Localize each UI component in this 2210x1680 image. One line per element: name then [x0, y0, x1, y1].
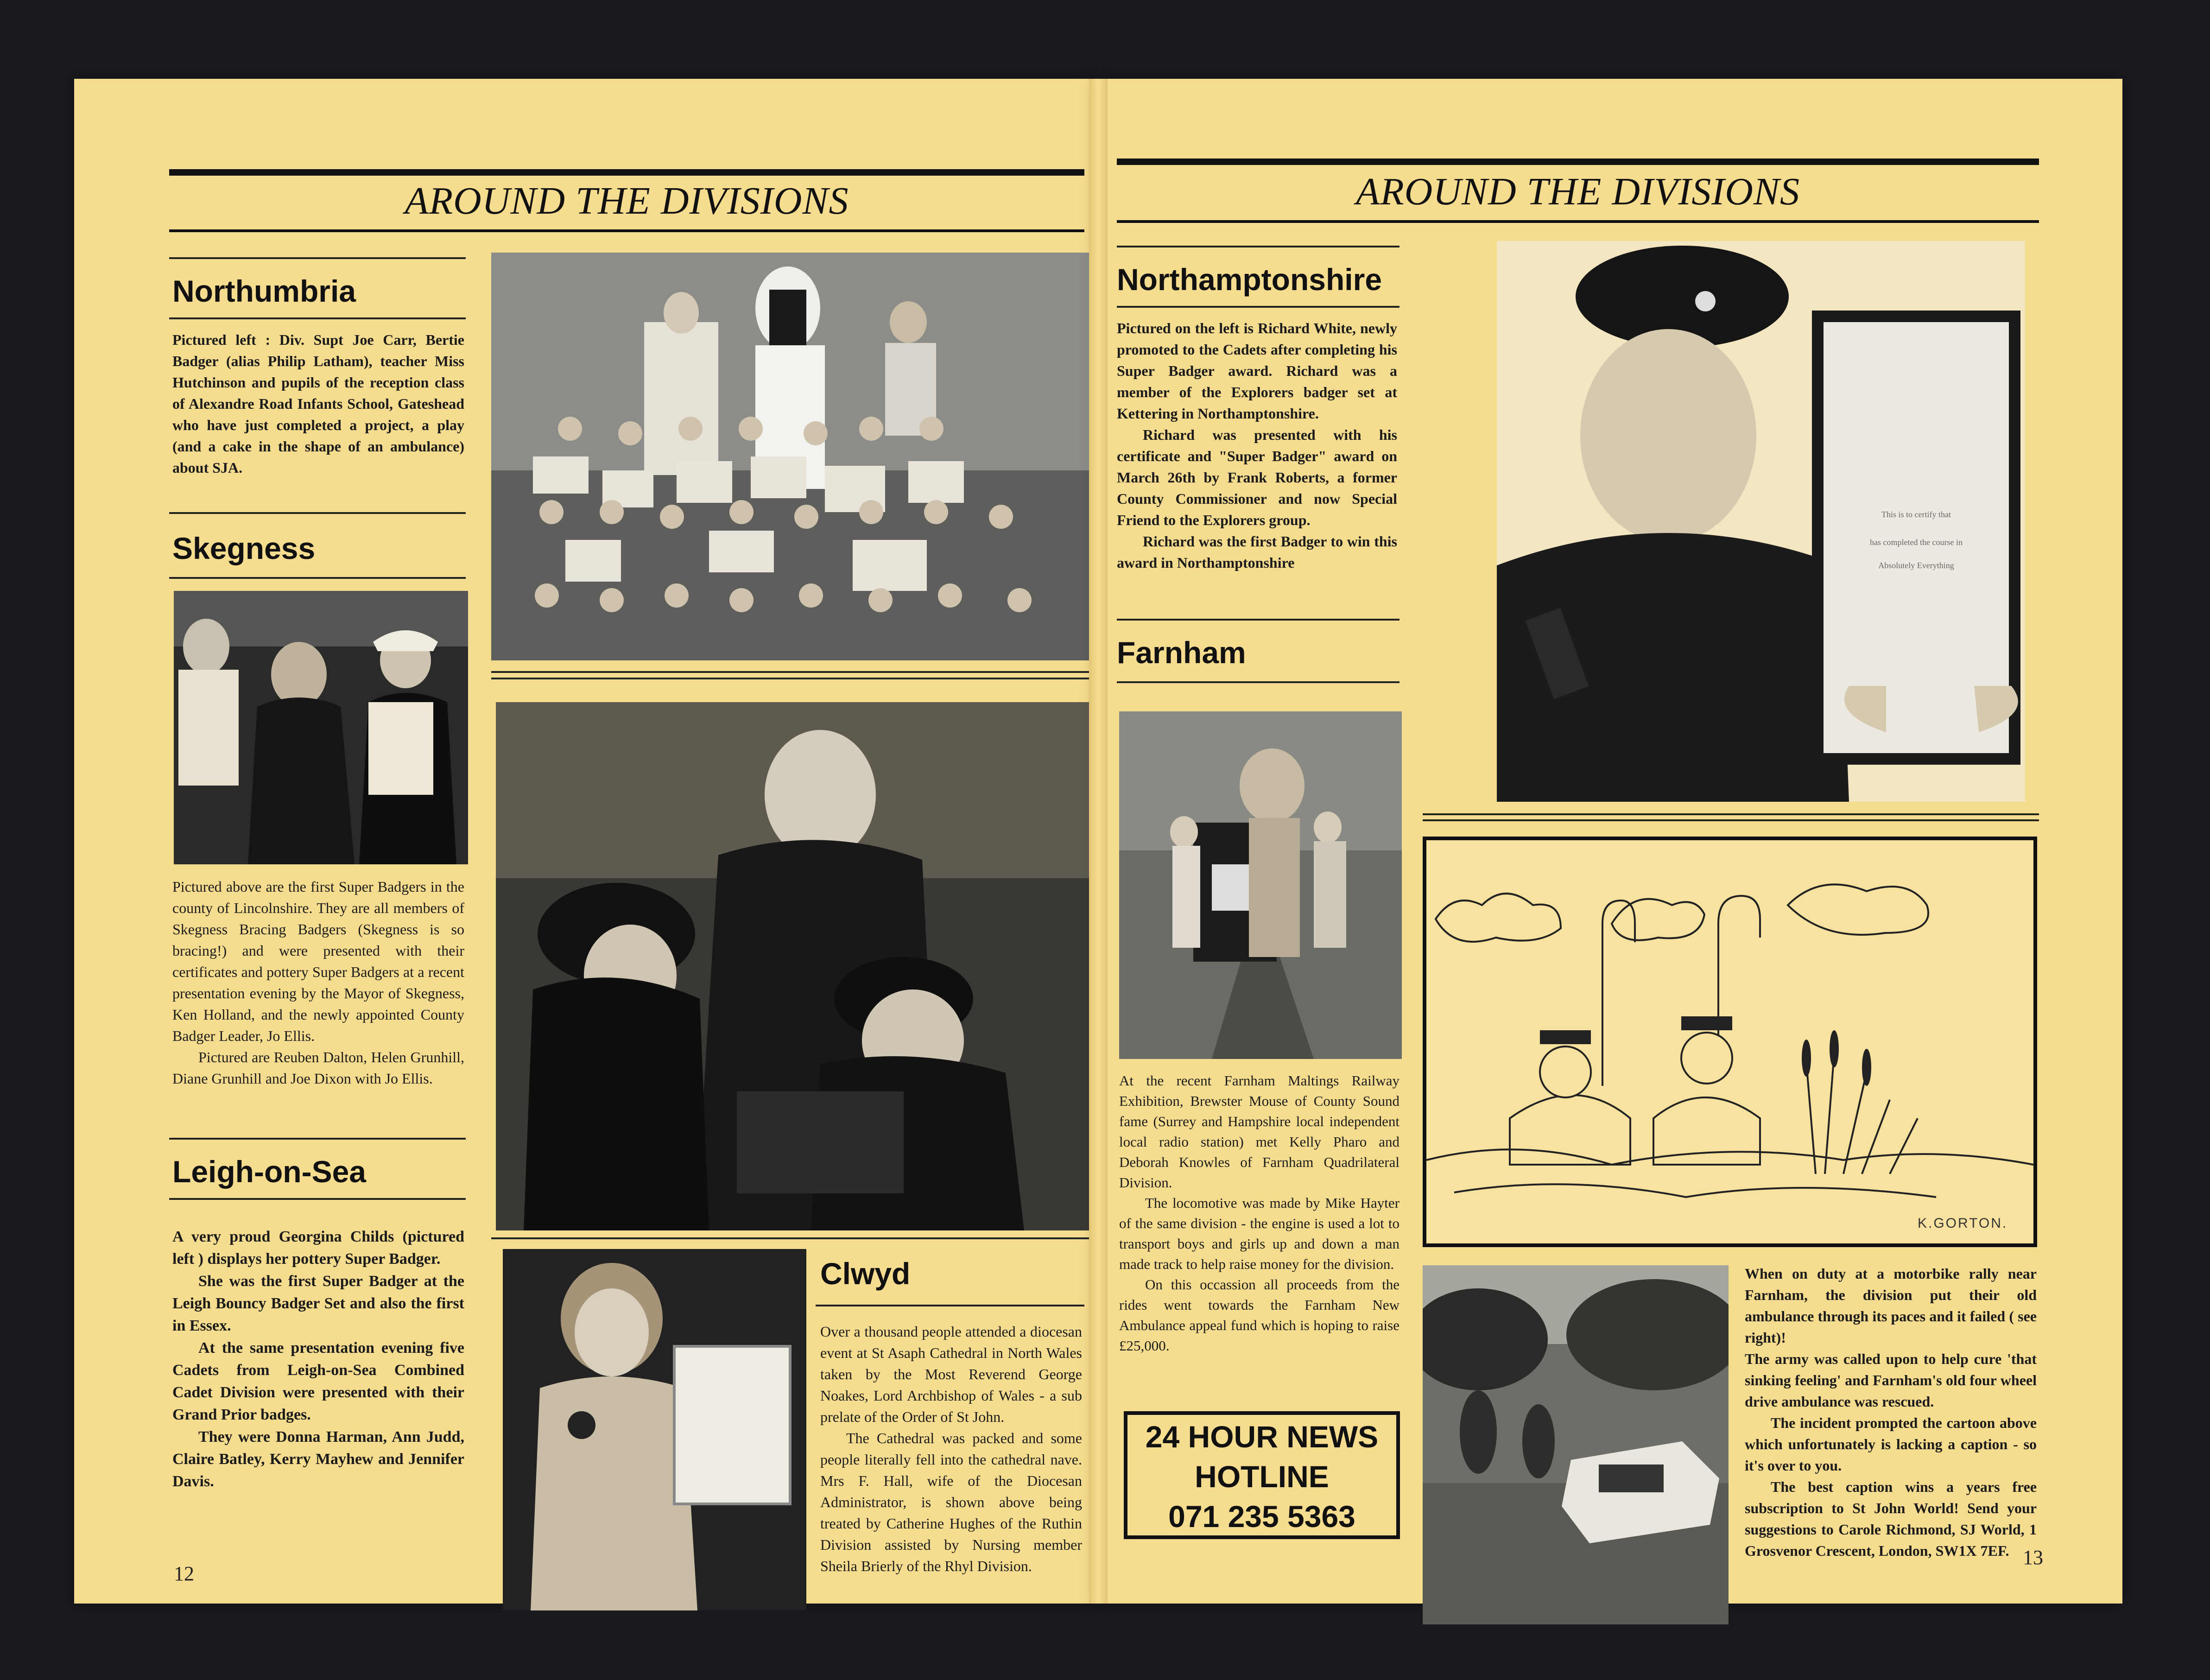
rally-paragraph-3: The incident prompted the cartoon above which unfortunately is lacking a caption - so it's over to you.: [1745, 1414, 2037, 1474]
page-number-right: 13: [2023, 1546, 2043, 1569]
section-title-northamptonshire: Northamptonshire: [1117, 262, 1382, 297]
clwyd-paragraph-2: The Cathedral was packed and some people literally fell into the cathedral nave. Mrs F. Hall, wife of the Diocesan Administrator, is shown above being treated by Catherine Hughes of the Ruthin Division assisted by Nursing member Sheila Brierly of the Rhyl Division.: [820, 1430, 1082, 1574]
cartoon-drawing: [1426, 840, 2033, 1243]
rule: [169, 577, 466, 579]
rally-paragraph-4: The best caption wins a years free subscription to St John World! Send your suggestions to Carole Richmond, SJ World, 1 Grosvenor Crescent, London, SW1X 7EF.: [1745, 1478, 2037, 1559]
cartoonist-signature: K.GORTON.: [1918, 1216, 2008, 1231]
page-header-left: AROUND THE DIVISIONS: [405, 179, 849, 222]
rule: [169, 317, 466, 319]
clwyd-text: [820, 1321, 1082, 1577]
northamptonshire-photo: [1497, 241, 2025, 802]
leigh-text: [172, 1226, 464, 1493]
hotline-phone: 071 235 5363: [1168, 1499, 1355, 1534]
rule: [1117, 246, 1399, 247]
magazine-spread: [74, 79, 2122, 1604]
clwyd-photo: [496, 702, 1089, 1230]
rule: [1117, 619, 1399, 621]
farnham-paragraph-1: At the recent Farnham Maltings Railway Exhibition, Brewster Mouse of County Sound fame (Surrey and Hampshire local independent local radio station) met Kelly Pharo and Deborah Knowles of Farnham Quadrilateral Division.: [1119, 1072, 1399, 1191]
rule: [169, 512, 466, 514]
rally-text: [1745, 1263, 2037, 1561]
header-rule-bottom: [169, 229, 1084, 232]
page-header-right: AROUND THE DIVISIONS: [1356, 170, 1800, 213]
northamptonshire-paragraph-3: Richard was the first Badger to win this award in Northamptonshire: [1117, 533, 1397, 571]
rule: [1423, 813, 2039, 815]
hotline-line-1: 24 HOUR NEWS: [1145, 1420, 1379, 1454]
section-title-farnham: Farnham: [1117, 635, 1246, 670]
leigh-photo: [503, 1249, 806, 1610]
hotline-line-2: HOTLINE: [1195, 1459, 1329, 1494]
section-title-skegness: Skegness: [172, 531, 316, 565]
section-title-northumbria: Northumbria: [172, 274, 356, 308]
rule: [1117, 306, 1399, 308]
skegness-paragraph-1: Pictured above are the first Super Badgers in the county of Lincolnshire. They are all members of Skegness Bracing Badgers (Skegness is so bracing!) and were presented with their certificates and pottery Super Badgers at a recent presentation evening by the Mayor of Skegness, Ken Holland, and the newly appointed County Badger Leader, Jo Ellis.: [172, 878, 464, 1044]
ambulance-rally-photo: [1423, 1265, 1729, 1624]
northamptonshire-paragraph-2: Richard was presented with his certificate and "Super Badger" award on March 26th by Frank Roberts, a former County Commissioner and now Special Friend to the Explorers group.: [1117, 426, 1397, 528]
news-hotline-box: [1124, 1411, 1400, 1539]
farnham-paragraph-2: The locomotive was made by Mike Hayter of the same division - the engine is used a lot to transport boys and girls up and down a man made track to help raise money for the division.: [1119, 1195, 1399, 1272]
left-page: [74, 79, 1098, 1604]
page-gutter: [1089, 79, 1108, 1604]
farnham-paragraph-3: On this occassion all proceeds from the rides went towards the Farnham New Ambulance appeal fund which is hoping to raise £25,000.: [1119, 1276, 1399, 1354]
rule: [491, 671, 1089, 673]
section-title-leigh-on-sea: Leigh-on-Sea: [172, 1154, 367, 1189]
skegness-paragraph-2: Pictured are Reuben Dalton, Helen Grunhill, Diane Grunhill and Joe Dixon with Jo Ellis.: [172, 1049, 464, 1087]
rule: [491, 678, 1089, 679]
northamptonshire-paragraph-1: Pictured on the left is Richard White, newly promoted to the Cadets after completing his Super Badger award. Richard was a member of the Explorers badger set at Kettering in Northamptonshire.: [1117, 320, 1397, 422]
page-number-left: 12: [174, 1562, 194, 1585]
farnham-photo: [1119, 711, 1402, 1059]
header-rule-bottom: [1117, 220, 2039, 223]
rally-paragraph-2: The army was called upon to help cure 'that sinking feeling' and Farnham's old four wheel drive ambulance was rescued.: [1745, 1350, 2037, 1410]
section-title-clwyd: Clwyd: [820, 1256, 911, 1291]
skegness-text: [172, 876, 464, 1089]
rule: [1117, 681, 1399, 683]
rule: [169, 1138, 466, 1140]
rally-paragraph-1: When on duty at a motorbike rally near Farnham, the division put their old ambulance through its paces and it failed ( see right)!: [1745, 1265, 2037, 1346]
clwyd-paragraph-1: Over a thousand people attended a diocesan event at St Asaph Cathedral in North Wales taken by the Most Reverend George Noakes, Lord Archbishop of Wales - a sub prelate of the Order of St John.: [820, 1323, 1082, 1425]
leigh-paragraph-2: She was the first Super Badger at the Leigh Bouncy Badger Set and also the first in Essex.: [172, 1273, 464, 1334]
rule: [491, 1237, 1089, 1239]
cartoon-frame: [1423, 837, 2037, 1247]
certificate-line-3: Absolutely Everything: [1878, 561, 1954, 570]
northamptonshire-text: [1117, 317, 1397, 573]
certificate-line-2: has completed the course in: [1870, 538, 1963, 547]
rule: [816, 1305, 1084, 1306]
rule: [1423, 819, 2039, 821]
northumbria-text: Pictured left : Div. Supt Joe Carr, Bertie Badger (alias Philip Latham), teacher Miss Hutchinson and pupils of the reception class of Alexandre Road Infants School, Gateshead who have just completed a project, a play (and a cake in the shape of an ambulance) about SJA.: [172, 331, 464, 476]
skegness-photo: [174, 591, 468, 864]
certificate-line-1: This is to certify that: [1881, 510, 1951, 519]
header-rule-top: [169, 169, 1084, 176]
right-page: [1098, 79, 2122, 1604]
leigh-paragraph-3: At the same presentation evening five Cadets from Leigh-on-Sea Combined Cadet Division were presented with their Grand Prior badges.: [172, 1339, 464, 1423]
rule: [169, 1198, 466, 1200]
leigh-paragraph-4: They were Donna Harman, Ann Judd, Claire Batley, Kerry Mayhew and Jennifer Davis.: [172, 1428, 464, 1490]
farnham-text: [1119, 1071, 1399, 1356]
northumbria-photo: [491, 253, 1089, 660]
header-rule-top: [1117, 158, 2039, 165]
leigh-paragraph-1: A very proud Georgina Childs (pictured left ) displays her pottery Super Badger.: [172, 1228, 464, 1268]
rule: [169, 257, 466, 259]
